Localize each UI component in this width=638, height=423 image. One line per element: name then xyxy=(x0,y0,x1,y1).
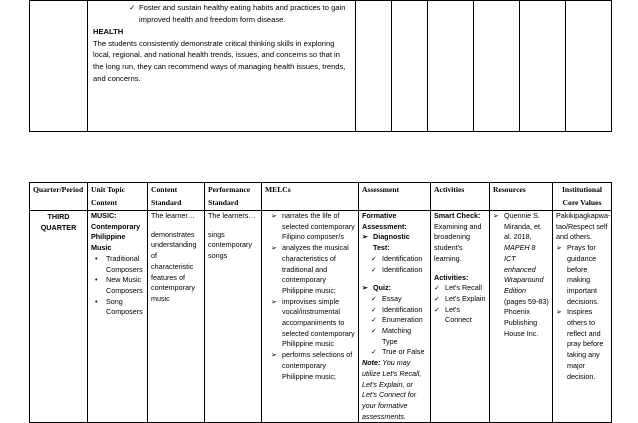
list-item-text: Let's Explain xyxy=(445,293,486,303)
top-empty-cell xyxy=(30,1,88,132)
unit-subtitle: Contemporary Philippine Music xyxy=(91,221,141,253)
list-item xyxy=(362,347,427,358)
content-standard-cell xyxy=(148,211,205,423)
header-unit-topic: Unit Topic Content xyxy=(88,183,148,211)
list-item-text: Let's Connect xyxy=(445,304,472,325)
list-item-text: Enumeration xyxy=(382,315,423,325)
check-icon: ✓ xyxy=(371,326,378,336)
list-item xyxy=(91,275,144,296)
arrow-bullet-icon: ➢ xyxy=(362,283,369,293)
bullet-icon: • xyxy=(95,275,98,285)
list-item xyxy=(362,254,427,265)
unit-topic-cell xyxy=(88,211,148,423)
top-empty-cell xyxy=(566,1,612,132)
top-empty-cell xyxy=(392,1,428,132)
note-text: You may utilize Let's Recall, Let's Explain, or Let's Connect for your formative assessments. xyxy=(362,358,422,421)
assessment-note xyxy=(362,358,427,422)
arrow-bullet-icon: ➢ xyxy=(362,232,369,242)
melcs-list xyxy=(265,211,355,382)
list-item-text: Traditional Composers xyxy=(106,253,143,274)
list-item xyxy=(362,265,427,276)
list-item xyxy=(91,254,144,275)
arrow-bullet-icon: ➢ xyxy=(271,243,278,253)
resource-citation xyxy=(504,211,549,339)
quiz-list xyxy=(362,283,427,358)
list-item-text: True or False xyxy=(382,347,425,357)
header-resources: Resources xyxy=(490,183,553,211)
health-standard-text: The students consistently demonstrate critical thinking skills in exploring local, regional, and national health trends, issues, and concerns so that in the long run, they can recommend ways of managing health issues, trends, and concerns. xyxy=(93,38,346,83)
list-item xyxy=(265,243,355,297)
list-item xyxy=(265,350,355,382)
standards-cell xyxy=(88,1,356,132)
list-item-text: Identification xyxy=(382,253,423,263)
content-standard-text: demonstrates understanding of characteristic features of contemporary music xyxy=(151,229,197,303)
table-row xyxy=(30,211,612,423)
top-empty-cell xyxy=(356,1,392,132)
top-empty-cell xyxy=(428,1,474,132)
list-item-text: Essay xyxy=(382,293,402,303)
list-item xyxy=(556,243,608,307)
check-icon: ✓ xyxy=(371,253,378,263)
header-row xyxy=(30,183,612,211)
quarter-cell: THIRD QUARTER xyxy=(30,211,88,423)
header-quarter: Quarter/Period xyxy=(30,183,88,211)
header-activities: Activities xyxy=(431,183,490,211)
smart-check-title: Smart Check: xyxy=(434,211,481,220)
resource-authors: Quennie S. Miranda, et. al. 2018, xyxy=(504,211,542,242)
arrow-bullet-icon: ➢ xyxy=(271,296,278,306)
list-item-text: New Music Composers xyxy=(106,275,143,295)
arrow-bullet-icon: ➢ xyxy=(556,307,563,317)
unit-topic-list xyxy=(91,254,144,318)
list-item xyxy=(434,283,486,294)
list-item-text: Diagnostic Test: xyxy=(373,232,410,253)
list-item xyxy=(362,294,427,305)
bullet-icon: • xyxy=(95,253,98,263)
activities-list xyxy=(434,283,486,326)
performance-standard-intro: The learners… xyxy=(208,211,256,220)
arrow-bullet-icon: ➢ xyxy=(556,243,563,253)
list-item xyxy=(265,211,355,243)
list-item-text: Prays for guidance before making important decisions. xyxy=(567,243,599,306)
checklist-item-text: Foster and sustain healthy eating habits and practices to gain improved health and freedom form disease. xyxy=(139,3,346,24)
check-icon: ✓ xyxy=(434,283,441,293)
curriculum-map-table xyxy=(29,182,612,423)
top-empty-cell xyxy=(474,1,520,132)
list-item-text: performs selections of contemporary Philippine music; xyxy=(282,350,353,381)
list-item xyxy=(362,305,427,316)
check-icon: ✓ xyxy=(371,347,378,357)
performance-standard-cell xyxy=(205,211,262,423)
performance-standard-text: sings contemporary songs xyxy=(208,229,252,261)
list-item xyxy=(434,294,486,305)
core-values-intro: Pakikipagkapwa-tao/Respect self and others. xyxy=(556,211,611,242)
resource-title: MAPEH 8 ICT enhanced Wraparound Edition xyxy=(504,243,544,295)
assessment-cell xyxy=(359,211,431,423)
check-icon: ✓ xyxy=(371,264,378,274)
activities-title: Activities: xyxy=(434,272,469,282)
core-values-cell xyxy=(553,211,612,423)
header-assessment: Assessment xyxy=(359,183,431,211)
list-item-text: Identification xyxy=(382,264,423,274)
note-label: Note: xyxy=(362,358,381,368)
list-item-text: Matching Type xyxy=(382,326,412,346)
list-item-text: Identification xyxy=(382,304,423,314)
check-icon: ✓ xyxy=(371,304,378,314)
top-table-row xyxy=(30,1,612,132)
arrow-bullet-icon: ➢ xyxy=(493,211,500,220)
unit-title: MUSIC: xyxy=(91,211,117,220)
list-item-text: narrates the life of selected contemporary Filipino composer/s xyxy=(282,211,355,242)
list-item-text: Let's Recall xyxy=(445,283,482,293)
smart-check-text: Examining and broadening student's learning. xyxy=(434,221,482,263)
list-item xyxy=(362,283,427,294)
resource-publisher: (pages 59-83) Phoenix Publishing House Inc. xyxy=(504,296,549,338)
check-icon: ✓ xyxy=(129,3,136,12)
check-icon: ✓ xyxy=(371,315,378,325)
check-icon: ✓ xyxy=(434,293,441,303)
resources-cell xyxy=(490,211,553,423)
arrow-bullet-icon: ➢ xyxy=(271,350,278,360)
content-standard-intro: The learner… xyxy=(151,211,195,220)
list-item xyxy=(362,232,427,253)
list-item-text: Quiz: xyxy=(373,283,391,293)
top-empty-cell xyxy=(520,1,566,132)
list-item-text: improvises simple vocal/instrumental accompaniments to selected contemporary Philippine music xyxy=(282,296,355,349)
header-content-standard: Content Standard xyxy=(148,183,205,211)
check-icon: ✓ xyxy=(371,293,378,303)
bullet-icon: • xyxy=(95,296,98,306)
resource-entry xyxy=(493,211,549,339)
health-heading: HEALTH xyxy=(93,27,124,37)
checklist-item xyxy=(93,2,351,25)
header-core-values: Institutional Core Values xyxy=(553,183,612,211)
list-item xyxy=(265,297,355,351)
assessment-title: Formative Assessment: xyxy=(362,211,407,231)
activities-cell xyxy=(431,211,490,423)
top-continuation-table xyxy=(29,0,612,132)
header-performance-standard: Performance Standard xyxy=(205,183,262,211)
list-item-text: Song Composers xyxy=(106,296,143,317)
list-item-text: analyzes the musical characteristics of traditional and contemporary Philippine music; xyxy=(282,243,349,295)
list-item xyxy=(362,326,427,347)
list-item xyxy=(362,315,427,326)
list-item xyxy=(556,307,608,382)
list-item xyxy=(434,305,486,326)
assessment-list xyxy=(362,232,427,275)
core-values-list xyxy=(556,243,608,382)
melcs-cell xyxy=(262,211,359,423)
list-item xyxy=(91,297,144,318)
list-item-text: Inspires others to reflect and pray before taking any major decision. xyxy=(567,307,604,381)
header-melcs: MELCs xyxy=(262,183,359,211)
check-icon: ✓ xyxy=(434,304,441,314)
arrow-bullet-icon: ➢ xyxy=(271,211,278,220)
